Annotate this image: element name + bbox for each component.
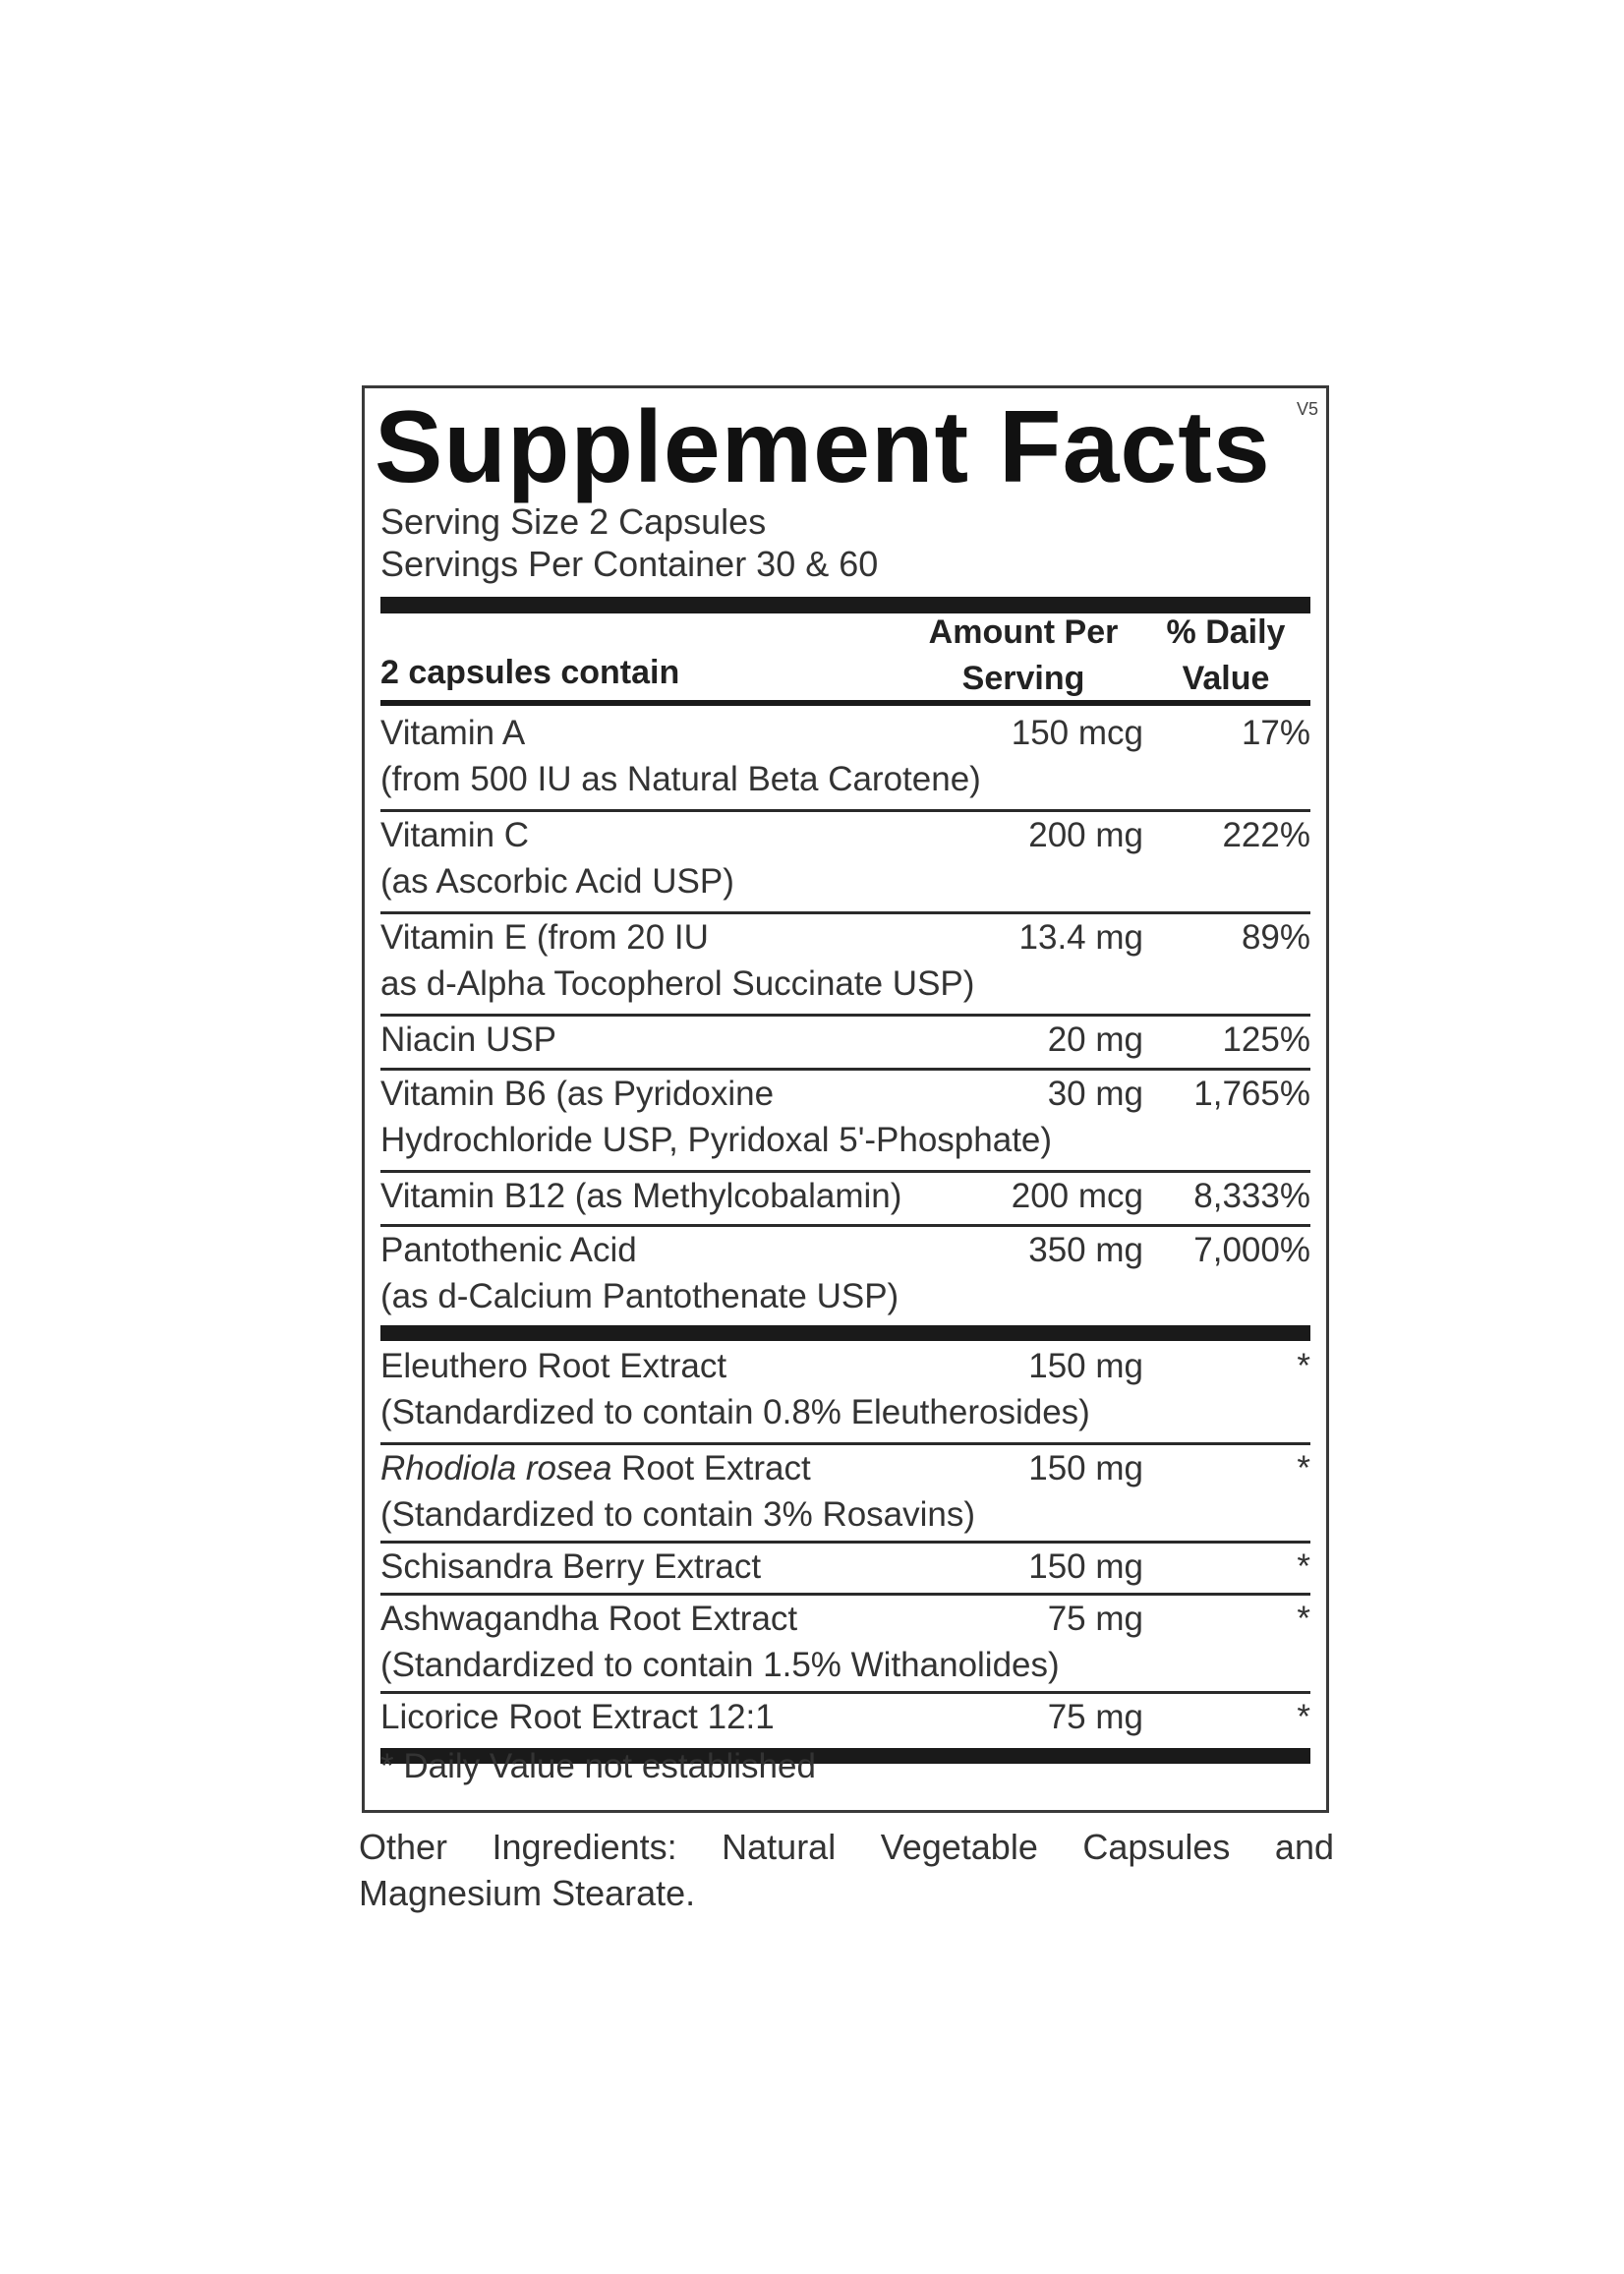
ingredient-name	[380, 1445, 811, 1491]
table-row	[380, 812, 1310, 914]
ingredient-amount: 150 mg	[1028, 1347, 1143, 1385]
nutrient-name: Vitamin B6 (as Pyridoxine	[380, 1075, 775, 1113]
ingredient-standardization: (Standardized to contain 3% Rosavins)	[380, 1495, 976, 1534]
table-row	[380, 1544, 1310, 1596]
supplement-facts-panel	[362, 385, 1329, 1813]
ingredient-daily-value: *	[1297, 1347, 1310, 1385]
nutrient-name: Vitamin B12 (as Methylcobalamin)	[380, 1177, 902, 1215]
table-row	[380, 710, 1310, 812]
nutrient-amount: 30 mg	[1047, 1075, 1143, 1113]
ingredient-name: Eleuthero Root Extract	[380, 1347, 727, 1385]
nutrient-source: (as d-Calcium Pantothenate USP)	[380, 1277, 899, 1315]
table-row	[380, 1227, 1310, 1325]
table-row	[380, 1694, 1310, 1748]
nutrient-name: Vitamin A	[380, 714, 526, 752]
thick-divider-middle	[380, 1325, 1310, 1341]
nutrient-table	[380, 710, 1310, 1764]
nutrient-amount: 20 mg	[1047, 1020, 1143, 1059]
version-mark: V5	[1296, 399, 1318, 419]
other-ingredients: Other Ingredients: Natural Vegetable Capsules and Magnesium Stearate.	[359, 1827, 1334, 1913]
ingredient-amount: 150 mg	[1028, 1547, 1143, 1586]
nutrient-daily-value: 17%	[1241, 714, 1310, 752]
ingredient-name: Licorice Root Extract 12:1	[380, 1698, 775, 1736]
nutrient-daily-value: 89%	[1241, 918, 1310, 957]
nutrient-daily-value: 1,765%	[1193, 1075, 1310, 1113]
column-header-contains: 2 capsules contain	[380, 654, 680, 691]
nutrient-amount: 13.4 mg	[1018, 918, 1143, 957]
column-header-amount-line1: Amount Per	[928, 613, 1119, 651]
nutrient-name: Vitamin C	[380, 816, 530, 854]
ingredient-standardization: (Standardized to contain 1.5% Withanolides)	[380, 1646, 1060, 1684]
table-row	[380, 1173, 1310, 1227]
nutrient-source: (from 500 IU as Natural Beta Carotene)	[380, 760, 981, 798]
ingredient-name-rest: Root Extract	[621, 1449, 811, 1487]
column-header-dv-line2: Value	[1182, 660, 1270, 697]
ingredient-daily-value: *	[1297, 1547, 1310, 1586]
table-row	[380, 1071, 1310, 1173]
nutrient-name: Pantothenic Acid	[380, 1231, 637, 1269]
table-row	[380, 914, 1310, 1017]
ingredient-daily-value: *	[1297, 1449, 1310, 1487]
column-header-amount	[915, 610, 1131, 702]
nutrient-daily-value: 7,000%	[1193, 1231, 1310, 1269]
label-title: Supplement Facts	[375, 390, 1271, 504]
header-divider	[380, 700, 1310, 706]
serving-size: Serving Size 2 Capsules	[380, 501, 767, 542]
table-row	[380, 1017, 1310, 1071]
footnote: * Daily Value not established	[380, 1747, 816, 1785]
column-header-dv-line1: % Daily	[1166, 613, 1286, 651]
table-row	[380, 1596, 1310, 1694]
nutrient-daily-value: 222%	[1222, 816, 1310, 854]
nutrient-source: (as Ascorbic Acid USP)	[380, 862, 734, 901]
nutrient-daily-value: 125%	[1222, 1020, 1310, 1059]
nutrient-name: Vitamin E (from 20 IU	[380, 918, 709, 957]
ingredient-name-italic: Rhodiola rosea	[380, 1449, 612, 1487]
ingredient-amount: 150 mg	[1028, 1449, 1143, 1487]
nutrient-amount: 200 mg	[1028, 816, 1143, 854]
table-row	[380, 1343, 1310, 1445]
column-header-amount-line2: Serving	[961, 660, 1085, 697]
nutrient-daily-value: 8,333%	[1193, 1177, 1310, 1215]
nutrient-amount: 350 mg	[1028, 1231, 1143, 1269]
nutrient-source: as d-Alpha Tocopherol Succinate USP)	[380, 964, 975, 1003]
nutrient-amount: 200 mcg	[1011, 1177, 1143, 1215]
ingredient-name: Schisandra Berry Extract	[380, 1547, 762, 1586]
column-header-daily-value	[1153, 610, 1299, 702]
ingredient-standardization: (Standardized to contain 0.8% Eleutherosides)	[380, 1393, 1090, 1431]
ingredient-name: Ashwagandha Root Extract	[380, 1600, 798, 1638]
ingredient-amount: 75 mg	[1047, 1600, 1143, 1638]
table-row	[380, 1445, 1310, 1544]
nutrient-name: Niacin USP	[380, 1020, 556, 1059]
ingredient-daily-value: *	[1297, 1600, 1310, 1638]
servings-per-container: Servings Per Container 30 & 60	[380, 544, 879, 584]
nutrient-amount: 150 mcg	[1011, 714, 1143, 752]
ingredient-daily-value: *	[1297, 1698, 1310, 1736]
ingredient-amount: 75 mg	[1047, 1698, 1143, 1736]
nutrient-source: Hydrochloride USP, Pyridoxal 5'-Phosphate)	[380, 1121, 1053, 1159]
